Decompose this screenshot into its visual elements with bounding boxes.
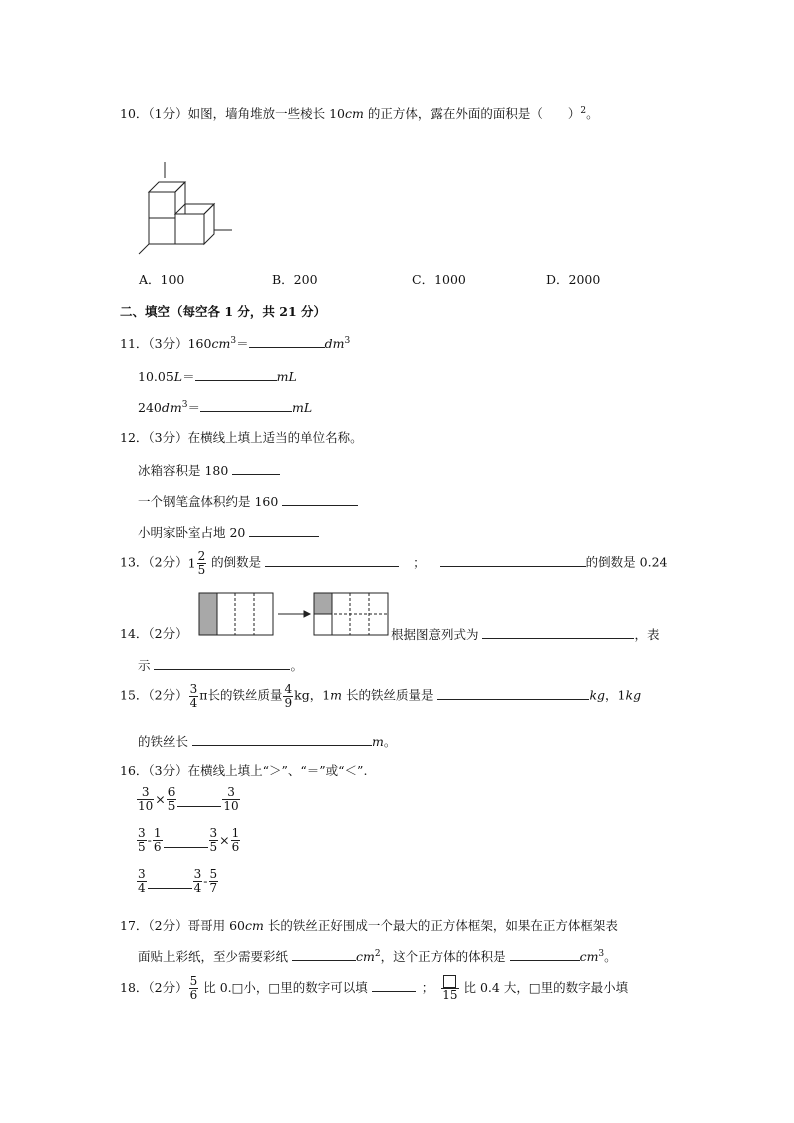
- q15-fraction-2: [283, 683, 293, 709]
- cube-stack-figure: [134, 158, 244, 258]
- q14-line1: [391, 624, 660, 643]
- q18-fraction-2: [441, 975, 458, 1002]
- q18-box-num: [442, 975, 457, 988]
- q16-r2-d-den: 6: [231, 839, 240, 854]
- q16-r2-op2: ×: [219, 832, 230, 848]
- q12-line2: [138, 491, 358, 510]
- q15-num-1: 3: [189, 682, 198, 696]
- q13-den: 5: [197, 562, 206, 577]
- q16-r3-c-num: 3: [193, 867, 202, 881]
- q16-r3-d: [209, 868, 219, 894]
- q17-sup-1: 2: [374, 948, 381, 959]
- q13-whole: 1: [187, 555, 196, 571]
- q16-row3: [136, 868, 219, 894]
- q13-fraction: [197, 550, 207, 576]
- q16-r3-c-den: 4: [193, 880, 202, 895]
- q17-line1: [120, 916, 618, 934]
- q14-line2: [138, 655, 303, 674]
- q17-unit-2: cm: [579, 949, 599, 964]
- q15-blank-1[interactable]: [437, 685, 589, 700]
- q15-line1: [120, 683, 641, 709]
- q10-unit: cm: [345, 106, 364, 121]
- q16-r1-b: [167, 786, 177, 812]
- q17-sup-2: 3: [598, 948, 605, 959]
- q17-text-b: 长的铁丝正好围成一个最大的正方体框架，如果在正方体框架表: [263, 918, 618, 933]
- q17-blank-2[interactable]: [510, 946, 580, 961]
- q16-r3-d-den: 7: [209, 880, 218, 895]
- q12-blank-2[interactable]: [282, 491, 358, 506]
- q14-blank-1[interactable]: [482, 624, 634, 639]
- q14-text-1: 根据图意列式为: [391, 627, 483, 642]
- q16-row2: [136, 827, 241, 853]
- q16-r3-a-den: 4: [138, 880, 146, 895]
- q15-label: 15．（2分）: [120, 687, 188, 703]
- q15-text-3: ，1: [605, 687, 626, 703]
- q12-stem: 12．（3分）在横线上填上适当的单位名称。: [120, 430, 363, 445]
- q18-num-1: 5: [189, 974, 198, 989]
- q16-r2-c-num: 3: [209, 826, 218, 840]
- q16-r1-a-den: 10: [138, 798, 154, 813]
- q15-fraction-1: [189, 683, 199, 709]
- q18-blank-1[interactable]: [372, 977, 416, 992]
- q15-text-1: 长的铁丝质量: [207, 687, 283, 703]
- q16-r2-d: [231, 827, 241, 853]
- q10-option-b[interactable]: B．200: [272, 272, 318, 287]
- q11-line2: [138, 366, 297, 385]
- q15-line2: [138, 731, 396, 750]
- q13-blank-1[interactable]: [265, 552, 399, 567]
- q16-r3-a: [137, 868, 147, 894]
- q11-l3-text: 240: [138, 400, 162, 415]
- q17-text-a: 17．（2分）哥哥用 60: [120, 918, 245, 933]
- q11-l2-text: 10.05: [138, 369, 174, 384]
- q15-blank-2[interactable]: [192, 731, 372, 746]
- q16-r1-c-num: 3: [227, 785, 235, 799]
- q16-r2-b-num: 1: [153, 826, 162, 840]
- q11-l1-unit2: dm: [324, 336, 345, 351]
- q15-pi: π: [199, 687, 208, 703]
- q13-line: [120, 550, 667, 576]
- q11-l2-unit2: mL: [276, 369, 297, 384]
- q18-box: [443, 975, 456, 988]
- q18-line: [120, 975, 628, 1002]
- q11-line1: [120, 333, 350, 352]
- q16-r1-c: [222, 786, 239, 812]
- q17-line2: [138, 946, 617, 965]
- q11-l1-sup2: 3: [344, 335, 351, 346]
- q15-text-2: 长的铁丝质量是: [342, 687, 438, 703]
- q15-m: m: [330, 687, 343, 703]
- q14-text-2: ，表: [634, 627, 660, 642]
- q17-text-d: ，这个正方体的体积是: [380, 949, 510, 964]
- q15-text-5: 。: [383, 734, 397, 749]
- q11-l1-text: 11．（3分）160: [120, 336, 212, 351]
- q15-den-2: 9: [284, 695, 293, 710]
- q14-label: 14．（2分）: [120, 626, 188, 641]
- q18-text-1: 比 0.□小，□里的数字可以填: [199, 979, 372, 995]
- q16-r2-b-den: 6: [153, 839, 162, 854]
- q16-r2-c-den: 5: [209, 839, 218, 854]
- q11-l3-eq: ＝: [187, 400, 200, 415]
- q10-text-a: 10．（1分）如图，墙角堆放一些棱长 10: [120, 106, 345, 121]
- q16-r2-d-num: 1: [231, 826, 240, 840]
- q16-r3-a-num: 3: [138, 867, 146, 881]
- q16-r3-op: -: [203, 873, 208, 889]
- section-heading: 二、填空（每空各 1 分，共 21 分）: [120, 304, 327, 319]
- q12-blank-3[interactable]: [249, 522, 319, 537]
- q16-r1-b-den: 5: [167, 798, 176, 813]
- q15-text-4: 的铁丝长: [138, 734, 192, 749]
- q16-r1-op: ×: [155, 791, 166, 807]
- q16-r2-a-den: 5: [138, 839, 146, 854]
- q15-m2: m: [371, 734, 384, 749]
- q11-l3-unit: dm: [161, 400, 182, 415]
- q10-text-b: 的正方体，露在外面的面积是（ ）: [363, 106, 581, 121]
- q18-fraction-1: [189, 975, 199, 1001]
- q18-den-2: 15: [442, 988, 458, 1002]
- q10-sup: 2: [580, 105, 587, 116]
- q14-diagram: [198, 590, 390, 638]
- q12-l1-text: 冰箱容积是 180: [138, 463, 233, 478]
- q11-l2-eq: ＝: [182, 369, 195, 384]
- q12-line3: [138, 522, 319, 541]
- q10-option-a[interactable]: A．100: [139, 272, 185, 287]
- q14-text-3: 示: [138, 658, 155, 673]
- q17-text-c: 面贴上彩纸，至少需要彩纸: [138, 949, 292, 964]
- q11-blank-2[interactable]: [195, 366, 277, 381]
- q16-r2-c: [209, 827, 219, 853]
- q11-l1-unit: cm: [211, 336, 231, 351]
- q16-r3-d-num: 5: [209, 867, 218, 881]
- q17-cm: cm: [245, 918, 264, 933]
- q12-l2-text: 一个钢笔盒体积约是 160: [138, 494, 283, 509]
- q10-option-c[interactable]: C．1000: [412, 272, 466, 287]
- q13-text-3: 的倒数是 0.24: [585, 554, 668, 570]
- q13-blank-2[interactable]: [440, 552, 586, 567]
- q16-r1-a: [137, 786, 154, 812]
- q18-den-1: 6: [189, 987, 198, 1002]
- q11-line3: [138, 397, 312, 416]
- q15-kg2: kg: [589, 687, 606, 703]
- q14-text-4: 。: [290, 658, 303, 673]
- q16-r1-b-num: 6: [167, 785, 176, 799]
- q10-text-c: 。: [586, 106, 599, 121]
- q17-text-e: 。: [604, 949, 617, 964]
- q10-option-d[interactable]: D．2000: [546, 272, 601, 287]
- q16-r1-a-num: 3: [141, 785, 150, 799]
- q16-blank-3[interactable]: [148, 874, 192, 889]
- q18-text-2: ；: [421, 979, 435, 995]
- q12-line1: [138, 460, 280, 479]
- q13-text-2: ；: [413, 554, 426, 570]
- q11-l1-eq: ＝: [236, 336, 249, 351]
- q15-kg3: kg: [625, 687, 642, 703]
- q16-r2-a-num: 3: [138, 826, 146, 840]
- q16-blank-2[interactable]: [164, 833, 208, 848]
- q11-l3-sup: 3: [181, 399, 188, 410]
- q11-l3-unit2: mL: [291, 400, 313, 415]
- q14-blank-2[interactable]: [154, 655, 290, 670]
- q16-r1-c-den: 10: [223, 798, 239, 813]
- q12-blank-1[interactable]: [232, 460, 280, 475]
- q17-blank-1[interactable]: [292, 946, 356, 961]
- q17-unit-1: cm: [355, 949, 375, 964]
- q16-r3-c: [193, 868, 203, 894]
- q13-num: 2: [197, 549, 206, 563]
- q16-r2-b: [153, 827, 163, 853]
- q11-blank-3[interactable]: [200, 397, 292, 412]
- q13-text-1: 的倒数是: [207, 554, 266, 570]
- q12-l3-text: 小明家卧室占地 20: [138, 525, 250, 540]
- q16-stem: 16．（3分）在横线上填上“＞”、“＝”或“＜”.: [120, 763, 368, 778]
- q15-den-1: 4: [189, 695, 198, 710]
- q18-label: 18．（2分）: [120, 979, 188, 995]
- q11-l1-sup: 3: [230, 335, 237, 346]
- q13-label: 13．（2分）: [120, 554, 188, 570]
- q18-text-3: 比 0.4 大，□里的数字最小填: [459, 979, 629, 995]
- q11-l2-unit: L: [173, 369, 183, 384]
- q16-row1: [136, 786, 241, 812]
- q11-blank-1[interactable]: [249, 333, 325, 348]
- q15-kg: kg，1: [294, 687, 331, 703]
- q16-blank-1[interactable]: [177, 792, 221, 807]
- q16-r2-op: -: [147, 832, 152, 848]
- q16-r2-a: [137, 827, 147, 853]
- q10-stem: [120, 104, 599, 122]
- q15-num-2: 4: [284, 682, 293, 696]
